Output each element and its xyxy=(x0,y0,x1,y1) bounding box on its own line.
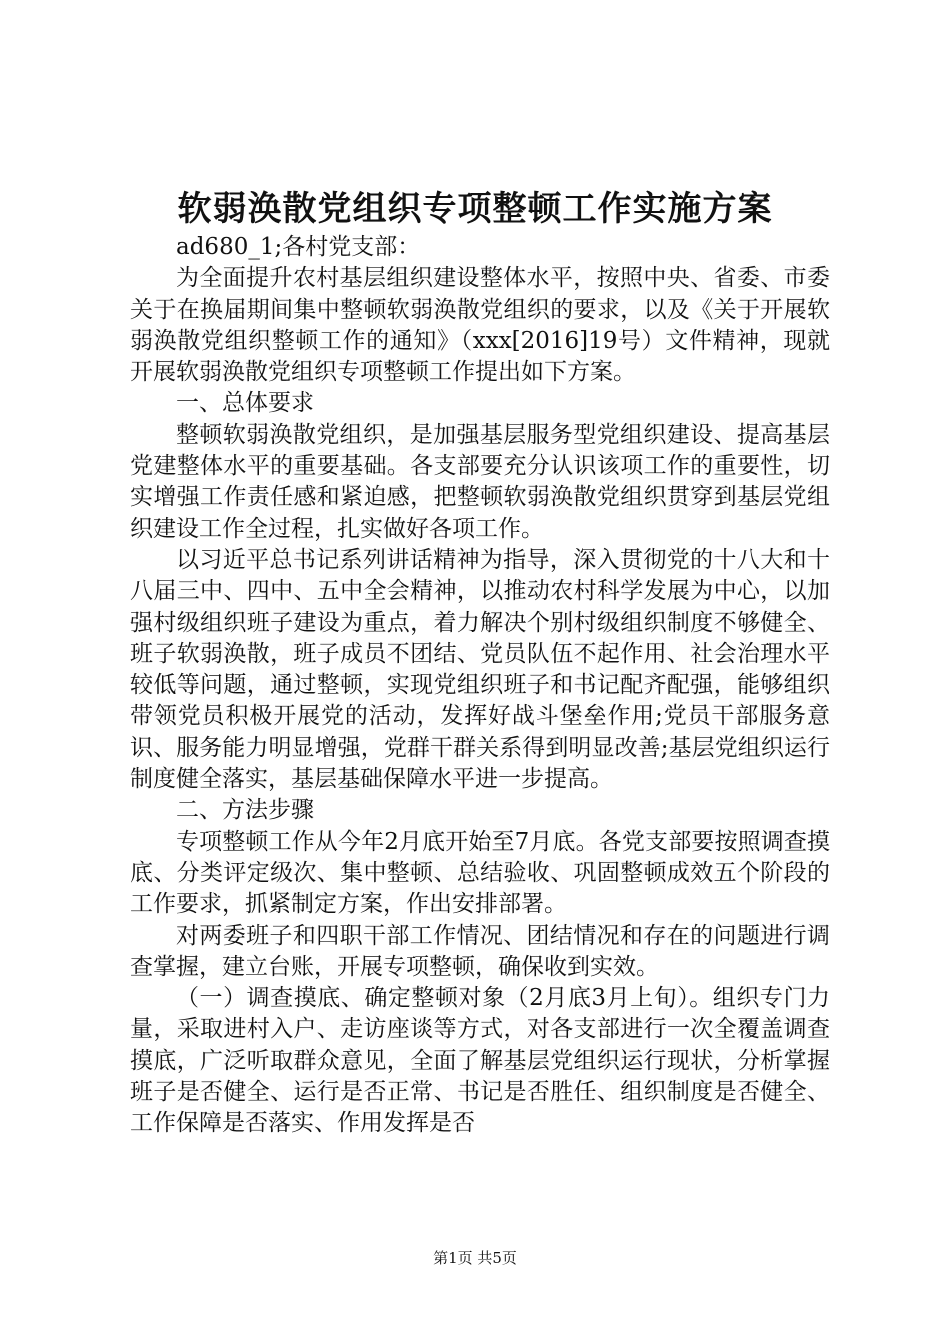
document-title: 软弱涣散党组织专项整顿工作实施方案 xyxy=(177,189,773,229)
section-heading: 一、总体要求 xyxy=(176,390,314,417)
paragraph: 专项整顿工作从今年2月底开始至7月底。各党支部要按照调查摸底、分类评定级次、集中整顿、总结验收、巩固整顿成效五个阶段的工作要求，抓紧制定方案，作出安排部署。 xyxy=(130,828,830,918)
document-body xyxy=(130,232,830,1140)
section-heading: 二、方法步骤 xyxy=(176,797,314,824)
paragraph: 以习近平总书记系列讲话精神为指导，深入贯彻党的十八大和十八届三中、四中、五中全会精神，以推动农村科学发展为中心，以加强村级组织班子建设为重点，着力解决个别村级组织制度不够健全、班子软弱涣散，班子成员不团结、党员队伍不起作用、社会治理水平较低等问题，通过整顿，实现党组织班子和书记配齐配强，能够组织带领党员积极开展党的活动，发挥好战斗堡垒作用;党员干部服务意识、服务能力明显增强，党群干群关系得到明显改善;基层党组织运行制度健全落实，基层基础保障水平进一步提高。 xyxy=(130,546,830,793)
paragraph: （一）调查摸底、确定整顿对象（2月底3月上旬）。组织专门力量，采取进村入户、走访座谈等方式，对各支部进行一次全覆盖调查摸底，广泛听取群众意见，全面了解基层党组织运行现状，分析掌握班子是否健全、运行是否正常、书记是否胜任、组织制度是否健全、工作保障是否落实、作用发挥是否 xyxy=(130,985,830,1137)
paragraph: 整顿软弱涣散党组织，是加强基层服务型党组织建设、提高基层党建整体水平的重要基础。各支部要充分认识该项工作的重要性，切实增强工作责任感和紧迫感，把整顿软弱涣散党组织贯穿到基层党组织建设工作全过程，扎实做好各项工作。 xyxy=(130,421,830,542)
paragraph: 为全面提升农村基层组织建设整体水平，按照中央、省委、市委关于在换届期间集中整顿软弱涣散党组织的要求，以及《关于开展软弱涣散党组织整顿工作的通知》（xxx[2016]19号）文件精神，现就开展软弱涣散党组织专项整顿工作提出如下方案。 xyxy=(130,265,830,386)
salutation: ad680_1;各村党支部： xyxy=(176,234,421,260)
paragraph: 对两委班子和四职干部工作情况、团结情况和存在的问题进行调查掌握，建立台账，开展专项整顿，确保收到实效。 xyxy=(130,922,830,980)
page-footer: 第1页 共5页 xyxy=(433,1249,517,1267)
